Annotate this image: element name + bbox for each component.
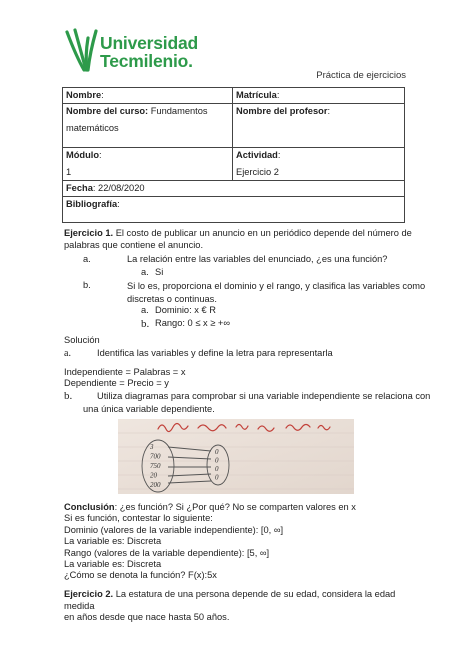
fecha-value: : 22/08/2020 xyxy=(92,183,145,193)
photo-left-value: 700 xyxy=(150,452,161,461)
exercise1-a-text: La relación entre las variables del enunciado, ¿es una función? xyxy=(127,254,388,264)
solution-a-marker: a. xyxy=(64,348,71,359)
handwritten-diagram-photo xyxy=(118,419,354,494)
exercise1-range: Rango: 0 ≤ x ≥ +∞ xyxy=(155,318,230,328)
solution-dependent: Dependiente = Precio = y xyxy=(64,378,169,388)
photo-right-value: 0 xyxy=(215,456,219,465)
exercise1-b-sub-a-marker: a. xyxy=(141,305,149,315)
photo-left-value: 20 xyxy=(150,471,157,480)
fecha-label: Fecha xyxy=(66,183,93,193)
profesor-cell[interactable]: Nombre del profesor: xyxy=(233,104,405,148)
curso-value-2: matemáticos xyxy=(66,123,119,133)
curso-cell[interactable] xyxy=(63,104,233,148)
solution-b-text: Utiliza diagramas para comprobar si una variable independiente se relaciona con una única variable dependiente. xyxy=(83,391,431,414)
solution-independent: Independiente = Palabras = x xyxy=(64,367,186,377)
bibliografia-label: Bibliografía xyxy=(66,199,118,209)
photo-right-value: 0 xyxy=(215,448,219,456)
logo-text-universidad: Universidad xyxy=(100,33,198,53)
solution-a-text: Identifica las variables y define la letra para representarla xyxy=(97,348,333,358)
exercise1-statement: Ejercicio 1. El costo de publicar un anuncio en un periódico depende del número de palabras que contiene el anuncio. xyxy=(64,228,412,250)
exercise1-b-text: Si lo es, proporciona el dominio y el rango, y clasifica las variables como discretas o continuas. xyxy=(127,281,426,304)
photo-left-value: 750 xyxy=(150,462,161,470)
exercise1-domain: Dominio: x € R xyxy=(155,305,216,315)
solution-title: Solución xyxy=(64,335,100,345)
bibliografia-cell[interactable]: Bibliografía: xyxy=(63,197,405,223)
page-subtitle: Práctica de ejercicios xyxy=(316,70,406,81)
conclusion-block: Conclusión: ¿es función? Si ¿Por qué? No se comparten valores en x Si es función, contestar lo siguiente: Dominio (valores de la variable independiente): [0, ∞] La variable es: Discreta Rango (valores de la variable dependiente): [5, ∞] La variable es: Discreta ¿Cómo se denota la función? F(x):5x xyxy=(64,502,356,581)
modulo-cell[interactable]: Módulo: 1 xyxy=(63,148,233,181)
exercise1-title: Ejercicio 1. xyxy=(64,228,114,238)
photo-left-value: 3 xyxy=(150,443,154,451)
actividad-cell[interactable]: Actividad: Ejercicio 2 xyxy=(233,148,405,181)
curso-value-1: Fundamentos xyxy=(150,106,208,116)
exercise2-title: Ejercicio 2. xyxy=(64,589,114,599)
exercise1-a-sub-text: Si xyxy=(155,267,164,277)
photo-left-value: 200 xyxy=(150,481,161,489)
fecha-cell[interactable] xyxy=(63,181,405,197)
exercise1-b-sub-b-marker: b. xyxy=(141,318,150,330)
curso-label: Nombre del curso: xyxy=(66,106,149,116)
student-info-table xyxy=(62,87,405,223)
logo-text-tecmilenio: Tecmilenio. xyxy=(100,51,193,71)
modulo-label: Módulo xyxy=(66,150,100,160)
exercise1-a-sub-marker: a. xyxy=(141,267,149,277)
nombre-label: Nombre xyxy=(66,90,102,100)
exercise2-statement: Ejercicio 2. La estatura de una persona depende de su edad, considera la edad medida en años desde que nace hasta 50 años. xyxy=(64,589,396,622)
exercise1-b-marker: b. xyxy=(83,280,91,290)
conclusion-label: Conclusión xyxy=(64,502,115,512)
profesor-label: Nombre del profesor xyxy=(236,106,328,116)
modulo-value: 1 xyxy=(66,167,72,177)
nombre-cell[interactable]: Nombre: xyxy=(63,88,233,104)
actividad-label: Actividad xyxy=(236,150,278,160)
actividad-value: Ejercicio 2 xyxy=(236,167,279,177)
solution-b-marker: b. xyxy=(64,390,73,402)
matricula-label: Matrícula xyxy=(236,90,277,100)
exercise1-a-marker: a. xyxy=(83,254,91,264)
matricula-cell[interactable]: Matrícula: xyxy=(233,88,405,104)
photo-right-value: 0 xyxy=(215,473,219,482)
photo-right-value: 0 xyxy=(215,465,219,473)
